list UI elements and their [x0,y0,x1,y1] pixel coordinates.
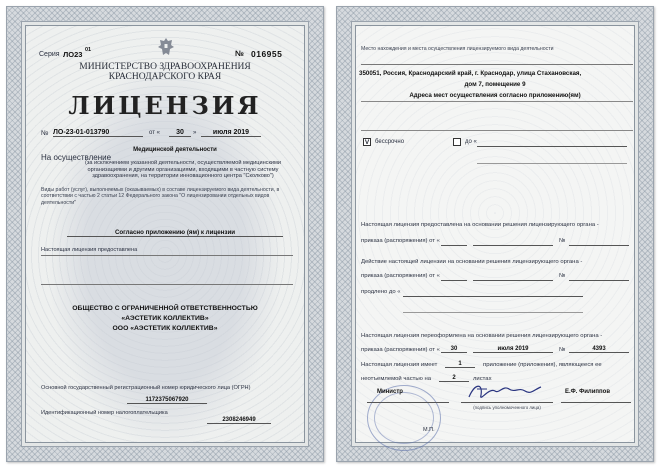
decision-label: Настоящая лицензия предоставлена на основании решения лицензирующего органа - [361,222,599,228]
date-separator: » [193,130,197,136]
reissue-order-number: 4393 [569,346,629,353]
number-sign: № [235,49,244,58]
stamp-place-label: М.П. [423,427,435,433]
activity-type: Медицинской деятельности [133,147,217,153]
address-line3: Адреса мест осуществления согласно приложению(ям) [409,92,581,99]
issue-month-year: июля 2019 [201,129,261,137]
ogrn-value: 1172375067920 [127,397,207,404]
ogrn-label: Основной государственный регистрационный номер юридического лица (ОГРН) [41,385,251,391]
term-until-line [477,146,627,147]
order-1-num-sign: № [559,238,566,244]
order-2-date-line [473,280,553,281]
prolonged-note-lines [403,299,583,313]
ministry-name-line2: КРАСНОДАРСКОГО КРАЯ [108,72,222,82]
license-back-page [336,6,654,462]
signature-caption: (подпись уполномоченного лица) [473,405,541,410]
organization-short-name: ООО «АЭСТЕТИК КОЛЛЕКТИВ» [112,325,218,332]
inn-value: 2308246949 [207,417,271,424]
signature-line [461,402,553,403]
granted-to-label: Настоящая лицензия предоставлена [41,247,138,253]
sheets-count: 2 [439,375,469,382]
activity-intro: На осуществление [41,153,112,162]
license-front-page [6,6,324,462]
address-line1: 350051, Россия, Краснодарский край, г. Краснодар, улица Стахановская, [359,70,582,77]
signer-title-line [367,402,449,403]
signer-name-line [561,402,631,403]
extended-label: Действие настоящей лицензии на основании решения лицензирующего органа - [361,259,583,265]
term-until-label: до « [465,139,477,145]
license-number: ЛО-23-01-013790 [53,129,143,137]
sheets-label: листах [473,376,492,382]
appendix-label: приложение (приложения), являющееся ее [483,362,602,368]
integral-label: неотъемлемой частью на [361,376,431,382]
reissue-day: 30 [441,346,467,353]
license-number-sign: № [41,130,49,137]
term-note-lines [477,150,627,164]
series-code: 01 [85,47,92,53]
organization-name-line1: ОБЩЕСТВО С ОГРАНИЧЕННОЙ ОТВЕТСТВЕННОСТЬЮ [72,305,258,312]
order-label-1: приказа (распоряжения) от « [361,238,440,244]
issue-day: 30 [169,129,191,137]
inn-label: Идентификационный номер налогоплательщика [41,410,168,416]
date-prefix: от « [149,130,160,136]
reissue-month-year: июля 2019 [473,346,553,353]
term-indefinite-checkbox: V [364,139,370,146]
address-extra-lines [361,101,633,131]
appendix-count: 1 [445,361,475,368]
granted-to-lines [41,255,293,285]
location-label: Место нахождения и места осуществления лицензируемого вида деятельности [361,46,554,52]
location-underline [361,53,633,65]
series-value: ЛО23 [63,50,83,59]
signer-title: Министр [377,389,403,395]
order-1-date-line [473,245,553,246]
has-label: Настоящая лицензия имеет [361,362,438,368]
works-value: Согласно приложению (ям) к лицензии [67,229,283,237]
order-2-num-sign: № [559,273,566,279]
license-form-number: 016955 [251,49,283,59]
organization-name-line2: «АЭСТЕТИК КОЛЛЕКТИВ» [121,315,209,322]
order-label-3: приказа (распоряжения) от « [361,347,440,353]
coat-of-arms-icon [157,37,175,57]
order-1-num-line [569,245,629,246]
activity-note: (за исключением указанной деятельности, осуществляемой медицинскими организациями и другими организациями, входящими в частную систему здравоохранения, на территории инновационного центра "Сколково") [84,160,282,180]
reissued-label: Настоящая лицензия переоформлена на основании решения лицензирующего органа - [361,333,603,339]
order-2-day-line [441,280,467,281]
term-until-checkbox [453,138,461,146]
order-label-2: приказа (распоряжения) от « [361,273,440,279]
address-line2: дом 7, помещение 9 [464,81,526,88]
order-1-day-line [441,245,467,246]
ministry-name-line1: МИНИСТЕРСТВО ЗДРАВООХРАНЕНИЯ [79,62,251,72]
prolonged-label: продлено до « [361,289,401,295]
series-label: Серия [39,51,60,58]
signer-name: Е.Ф. Филиппов [565,389,611,395]
document-title: ЛИЦЕНЗИЯ [68,91,262,120]
order-2-num-line [569,280,629,281]
works-description: Виды работ (услуг), выполняемых (оказываемых) в составе лицензируемого вида деятельности, в соответствии с частью 2 статьи 12 Федерального закона "О лицензировании отдельных видов деятельности" [41,187,280,206]
term-value: бессрочно [375,139,405,145]
order-3-num-sign: № [559,347,566,353]
prolonged-line [403,296,583,297]
